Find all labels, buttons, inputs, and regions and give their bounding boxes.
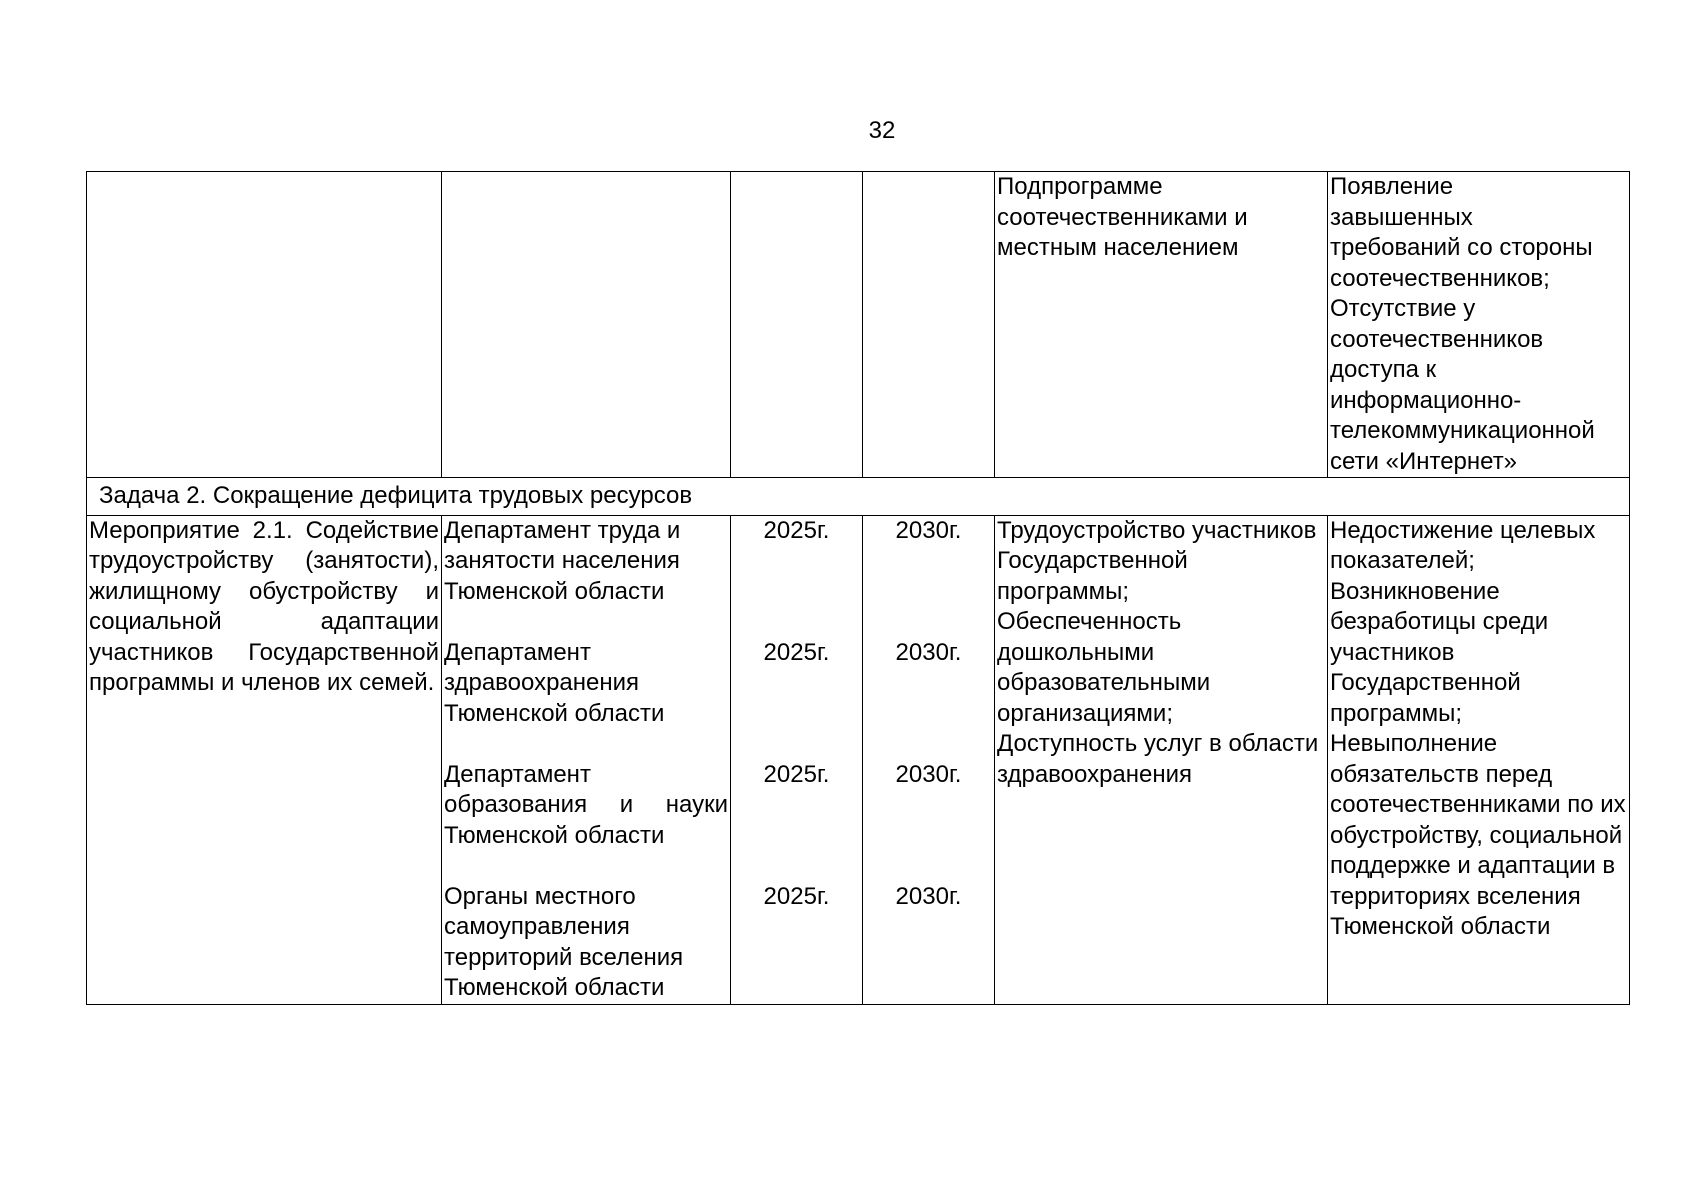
result-item: Трудоустройство участников Государственной программы; [997, 516, 1317, 605]
risk-line: телекоммуникационной [1330, 417, 1595, 444]
risk-line: Появление [1330, 173, 1454, 200]
start-date: 2025г. [763, 638, 830, 666]
executor-name: Департамент образования и науки Тюменской области [444, 760, 728, 849]
executor-name: Департамент труда и занятости населения Тюменской области [444, 516, 681, 605]
risk-line: доступа к [1330, 356, 1437, 383]
risk-line: завышенных [1330, 203, 1473, 231]
risk-line: информационно- [1330, 386, 1522, 414]
end-date: 2030г. [895, 516, 962, 544]
result-item: Обеспеченность дошкольными образовательными организациями; [997, 608, 1211, 727]
start-dates-cell [731, 515, 863, 1004]
risk-line: требований со стороны [1330, 234, 1593, 261]
end-date: 2030г. [895, 760, 962, 788]
cell-risk-continued [1328, 172, 1630, 478]
program-measures-table [86, 171, 1630, 1005]
task-title: Задача 2. Сокращение дефицита трудовых ресурсов [87, 478, 1630, 516]
risk-item: Возникновение безработицы среди участников Государственной программы; [1330, 577, 1549, 727]
risk-line: Отсутствие у [1330, 295, 1476, 322]
executor-name: Органы местного самоуправления территорий вселения Тюменской области [444, 882, 684, 1001]
start-date: 2025г. [763, 882, 830, 910]
measure-name: Мероприятие 2.1. Содействие трудоустройству (занятости), жилищному обустройству и социальной адаптации участников Государственной программы и членов их семей. [87, 515, 442, 1004]
executors-cell [442, 515, 731, 1004]
results-cell [995, 515, 1328, 1004]
risk-line: соотечественников [1330, 325, 1544, 353]
page-number: 32 [868, 117, 896, 144]
task-row [87, 478, 1630, 516]
executor-name: Департамент здравоохранения Тюменской области [444, 638, 665, 727]
continued-row [87, 172, 1630, 478]
end-dates-cell [863, 515, 995, 1004]
cell-start-empty [731, 172, 863, 478]
result-line: местным населением [997, 234, 1239, 261]
end-date: 2030г. [895, 638, 962, 666]
result-item: Доступность услуг в области здравоохранения [997, 730, 1319, 788]
cell-result-continued [995, 172, 1328, 478]
risk-item: Невыполнение обязательств перед соотечественниками по их обустройству, социальной поддержке и адаптации в территориях вселения Тюменской области [1330, 730, 1626, 940]
risk-item: Недостижение целевых показателей; [1330, 516, 1596, 574]
end-date: 2030г. [895, 882, 962, 910]
risk-line: соотечественников; [1330, 264, 1550, 292]
risk-line: сети «Интернет» [1330, 447, 1518, 475]
cell-end-empty [863, 172, 995, 478]
result-line: Подпрограмме [997, 173, 1163, 200]
measure-row [87, 515, 1630, 1004]
cell-executor-empty [442, 172, 731, 478]
result-line: соотечественниками и [997, 203, 1248, 231]
start-date: 2025г. [763, 760, 830, 788]
start-date: 2025г. [763, 516, 830, 544]
risks-cell [1328, 515, 1630, 1004]
cell-measure-empty [87, 172, 442, 478]
